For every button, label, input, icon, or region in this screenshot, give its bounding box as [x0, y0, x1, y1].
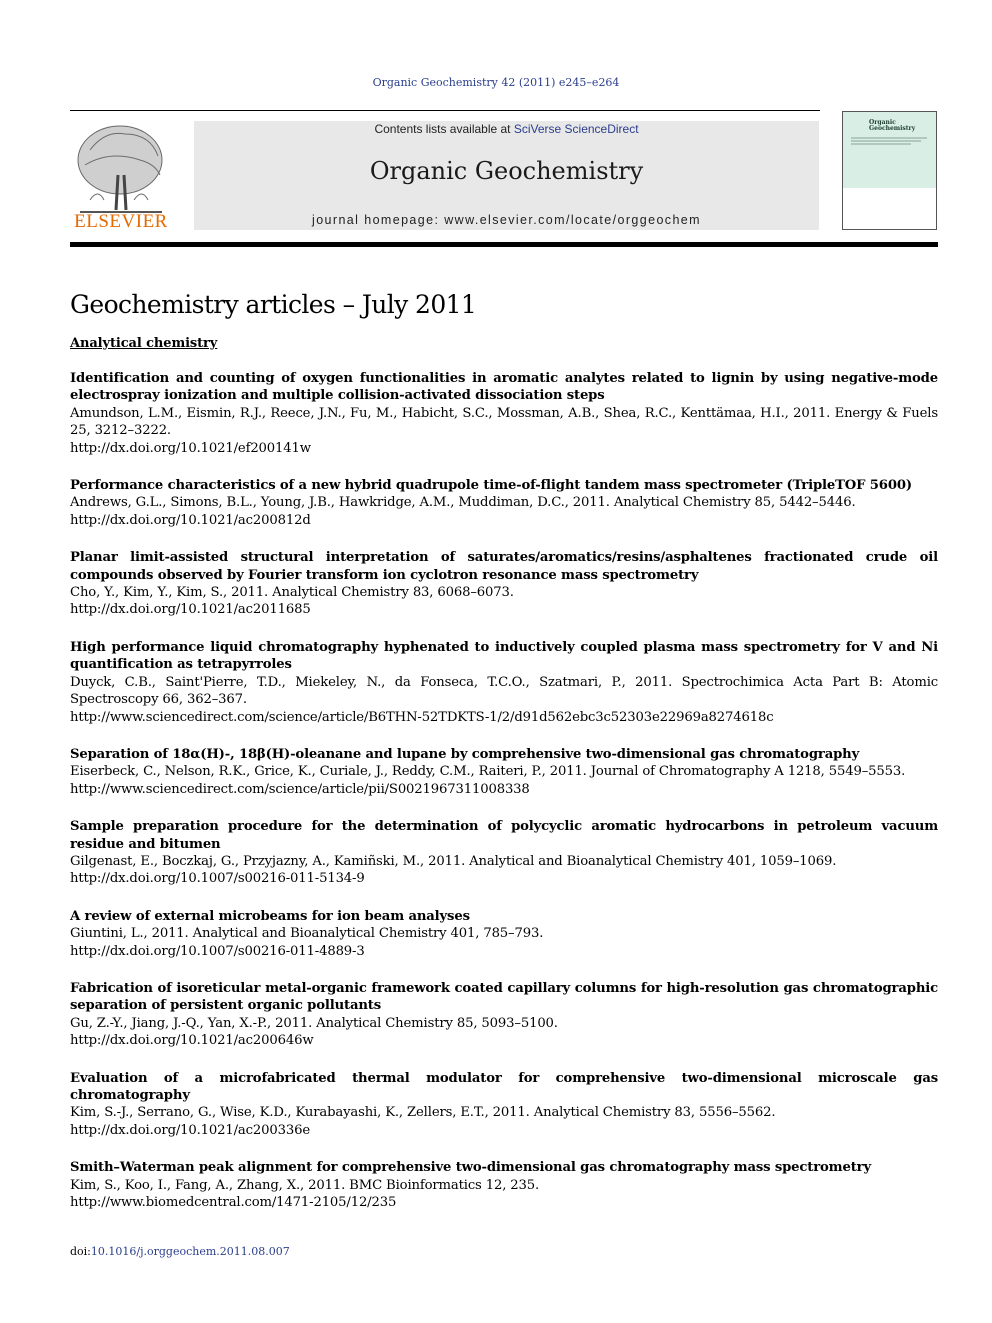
reference-citation: Eiserbeck, C., Nelson, R.K., Grice, K., Curiale, J., Reddy, C.M., Raiteri, P., 2011. Journal of Chromatography A 1218, 5549–5553. — [70, 764, 906, 780]
reference-url[interactable]: http://www.sciencedirect.com/science/article/pii/S0021967311008338 — [70, 781, 530, 797]
reference-citation: Andrews, G.L., Simons, B.L., Young, J.B., Hawkridge, A.M., Muddiman, D.C., 2011. Analytical Chemistry 85, 5442–5446. — [70, 495, 856, 511]
doi-link[interactable]: 10.1016/j.orggeochem.2011.08.007 — [90, 1245, 290, 1258]
doi-footer — [70, 1245, 290, 1258]
contents-prefix: Contents lists available at — [374, 122, 514, 136]
reference-url[interactable]: http://dx.doi.org/10.1007/s00216-011-4889-3 — [70, 943, 365, 959]
reference-item — [70, 1070, 938, 1140]
elsevier-wordmark: ELSEVIER — [74, 211, 168, 232]
reference-item — [70, 370, 938, 457]
reference-citation: Kim, S., Koo, I., Fang, A., Zhang, X., 2011. BMC Bioinformatics 12, 235. — [70, 1177, 540, 1193]
journal-homepage[interactable]: journal homepage: www.elsevier.com/locate/orggeochem — [312, 213, 701, 227]
reference-url[interactable]: http://www.biomedcentral.com/1471-2105/12/235 — [70, 1195, 397, 1211]
reference-url[interactable]: http://dx.doi.org/10.1007/s00216-011-5134-9 — [70, 871, 365, 887]
reference-title: A review of external microbeams for ion beam analyses — [70, 908, 470, 924]
article-title: Geochemistry articles – July 2011 — [70, 290, 477, 319]
reference-item — [70, 908, 938, 960]
reference-item — [70, 818, 938, 888]
reference-item — [70, 639, 938, 726]
reference-title: Fabrication of isoreticular metal-organic framework coated capillary columns for high-resolution gas chromatographic separation of persistent organic pollutants — [70, 980, 938, 1014]
reference-list — [70, 370, 938, 1231]
reference-title: Separation of 18α(H)-, 18β(H)-oleanane and lupane by comprehensive two-dimensional gas chromatography — [70, 746, 860, 762]
doi-prefix: doi: — [70, 1245, 91, 1258]
reference-title: Planar limit-assisted structural interpretation of saturates/aromatics/resins/asphaltenes fractionated crude oil compounds observed by Fourier transform ion cyclotron resonance mass spectrometry — [70, 550, 938, 583]
reference-title: Identification and counting of oxygen functionalities in aromatic analytes related to lignin by using negative-mode electrospray ionization and multiple collision-activated dissociation steps — [70, 371, 938, 404]
reference-citation: Gu, Z.-Y., Jiang, J.-Q., Yan, X.-P., 2011. Analytical Chemistry 85, 5093–5100. — [70, 1015, 558, 1031]
reference-item — [70, 746, 938, 798]
reference-title: High performance liquid chromatography hyphenated to inductively coupled plasma mass spectrometry for V and Ni quantification as tetrapyrroles — [70, 639, 938, 673]
sciencedirect-link[interactable]: SciVerse ScienceDirect — [513, 122, 639, 136]
reference-citation: Duyck, C.B., Saint'Pierre, T.D., Miekeley, N., da Fonseca, T.C.O., Szatmari, P., 2011. Spectrochimica Acta Part B: Atomic Spectroscopy 66, 362–367. — [70, 674, 938, 708]
reference-url[interactable]: http://www.sciencedirect.com/science/article/B6THN-52TDKTS-1/2/d91d562ebc3c52303e22969a8274618c — [70, 709, 774, 725]
reference-citation: Gilgenast, E., Boczkaj, G., Przyjazny, A., Kamiñski, M., 2011. Analytical and Bioanalytical Chemistry 401, 1059–1069. — [70, 853, 837, 869]
section-heading: Analytical chemistry — [70, 336, 218, 351]
cover-text-lines — [851, 136, 927, 146]
reference-item — [70, 1159, 938, 1211]
header-thick-rule — [70, 242, 938, 247]
header-rule — [70, 110, 820, 111]
contents-line — [194, 121, 819, 137]
reference-item — [70, 549, 938, 619]
reference-url[interactable]: http://dx.doi.org/10.1021/ac2011685 — [70, 602, 311, 618]
reference-citation: Giuntini, L., 2011. Analytical and Bioanalytical Chemistry 401, 785–793. — [70, 926, 544, 942]
reference-url[interactable]: http://dx.doi.org/10.1021/ac200812d — [70, 512, 311, 528]
reference-title: Sample preparation procedure for the determination of polycyclic aromatic hydrocarbons in petroleum vacuum residue and bitumen — [70, 819, 938, 852]
cover-bottom-panel — [843, 188, 936, 229]
reference-item — [70, 477, 938, 529]
reference-url[interactable]: http://dx.doi.org/10.1021/ac200336e — [70, 1122, 310, 1138]
cover-title: Organic Geochemistry — [869, 119, 916, 132]
journal-citation[interactable]: Organic Geochemistry 42 (2011) e245–e264 — [372, 76, 620, 89]
journal-cover-thumbnail[interactable] — [842, 111, 937, 230]
reference-title: Smith–Waterman peak alignment for comprehensive two-dimensional gas chromatography mass spectrometry — [70, 1160, 871, 1176]
reference-url[interactable]: http://dx.doi.org/10.1021/ac200646w — [70, 1033, 314, 1049]
journal-masthead — [194, 121, 819, 230]
reference-title: Performance characteristics of a new hybrid quadrupole time-of-flight tandem mass spectrometer (TripleTOF 5600) — [70, 478, 912, 494]
reference-url[interactable]: http://dx.doi.org/10.1021/ef200141w — [70, 440, 311, 456]
reference-citation: Amundson, L.M., Eismin, R.J., Reece, J.N., Fu, M., Habicht, S.C., Mossman, A.B., Shea, R.C., Kenttämaa, H.I., 2011. Energy & Fuels 25, 3212–3222. — [70, 405, 938, 439]
reference-citation: Cho, Y., Kim, Y., Kim, S., 2011. Analytical Chemistry 83, 6068–6073. — [70, 585, 514, 601]
reference-title: Evaluation of a microfabricated thermal modulator for comprehensive two-dimensional microscale gas chromatography — [70, 1070, 938, 1103]
reference-item — [70, 980, 938, 1050]
reference-citation: Kim, S.-J., Serrano, G., Wise, K.D., Kurabayashi, K., Zellers, E.T., 2011. Analytical Chemistry 83, 5556–5562. — [70, 1105, 776, 1121]
journal-name: Organic Geochemistry — [369, 157, 644, 185]
